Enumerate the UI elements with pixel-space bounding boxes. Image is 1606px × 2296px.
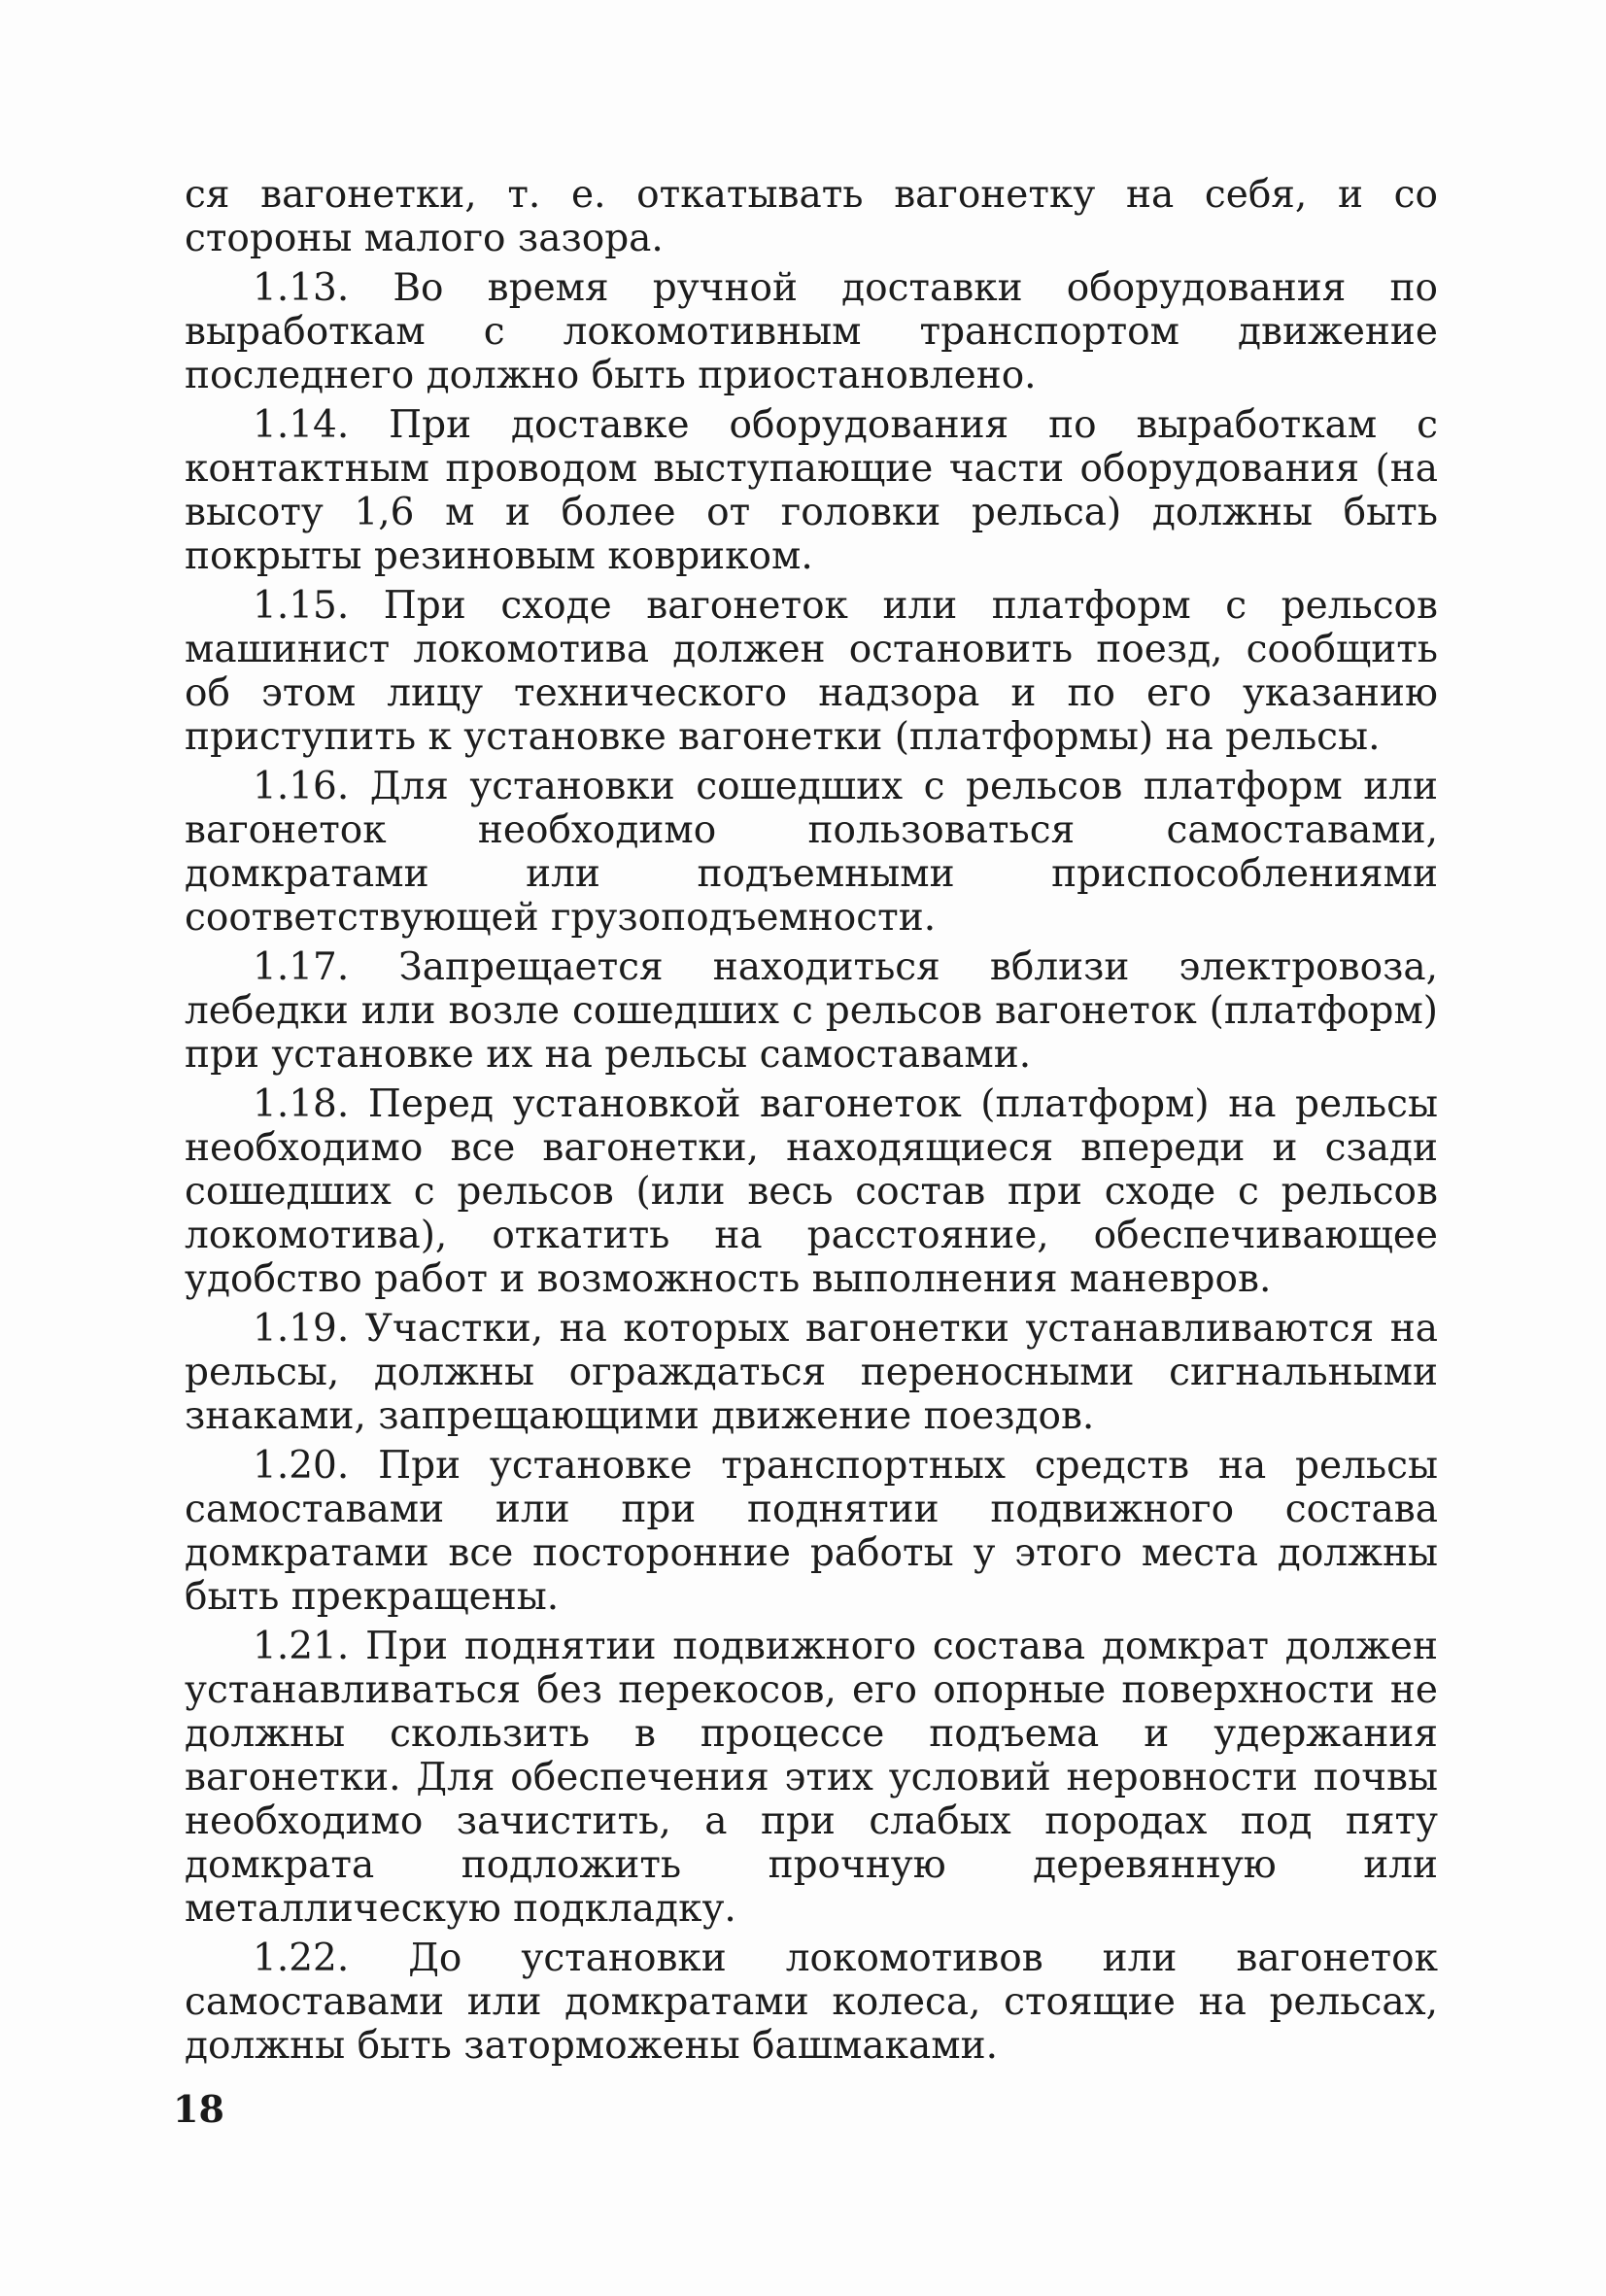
body-text [185,173,1438,2073]
paragraph-1-13: 1.13. Во время ручной доставки оборудования по выработкам с локомотивным транспортом движение последнего должно быть приостановлено. [185,266,1438,397]
paragraph-1-15: 1.15. При сходе вагонеток или платформ с рельсов машинист локомотива должен остановить поезд, сообщить об этом лицу технического надзора и по его указанию приступить к установке вагонетки (платформы) на рельсы. [185,584,1438,759]
paragraph-1-14: 1.14. При доставке оборудования по выработкам с контактным проводом выступающие части оборудования (на высоту 1,6 м и более от головки рельса) должны быть покрыты резиновым ковриком. [185,403,1438,578]
page-number: 18 [173,2087,224,2131]
paragraph-1-21: 1.21. При поднятии подвижного состава домкрат должен устанавливаться без перекосов, его опорные поверхности не должны скользить в процессе подъема и удержания вагонетки. Для обеспечения этих условий неровности почвы необходимо зачистить, а при слабых породах под пяту домкрата подложить прочную деревянную или металлическую подкладку. [185,1625,1438,1931]
paragraph-1-22: 1.22. До установки локомотивов или вагонеток самоставами или домкратами колеса, стоящие на рельсах, должны быть заторможены башмаками. [185,1936,1438,2068]
paragraph-1-18: 1.18. Перед установкой вагонеток (платформ) на рельсы необходимо все вагонетки, находящиеся впереди и сзади сошедших с рельсов (или весь состав при сходе с рельсов локомотива), откатить на расстояние, обеспечивающее удобство работ и возможность выполнения маневров. [185,1082,1438,1301]
paragraph-1-16: 1.16. Для установки сошедших с рельсов платформ или вагонеток необходимо пользоваться самоставами, домкратами или подъемными приспособлениями соответствующей грузоподъемности. [185,765,1438,940]
paragraph-1-20: 1.20. При установке транспортных средств на рельсы самоставами или при поднятии подвижного состава домкратами все посторонние работы у этого места должны быть прекращены. [185,1444,1438,1619]
paragraph-1-17: 1.17. Запрещается находиться вблизи электровоза, лебедки или возле сошедших с рельсов вагонеток (платформ) при установке их на рельсы самоставами. [185,945,1438,1077]
paragraph-continuation: ся вагонетки, т. е. откатывать вагонетку на себя, и со стороны малого зазора. [185,173,1438,260]
paragraph-1-19: 1.19. Участки, на которых вагонетки устанавливаются на рельсы, должны ограждаться переносными сигнальными знаками, запрещающими движение поездов. [185,1307,1438,1438]
